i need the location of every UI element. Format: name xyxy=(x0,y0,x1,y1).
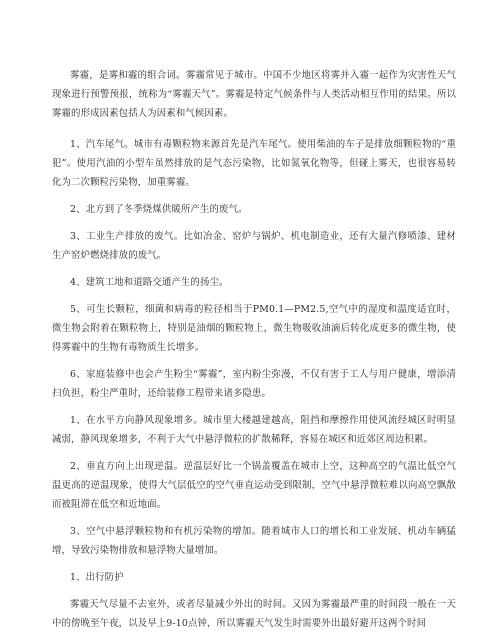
cause-paragraph-coal-heating: 2、北方到了冬季烧煤供暖所产生的废气。 xyxy=(70,204,248,215)
protection-paragraph-travel: 雾霾天气尽量不去室外，或者尽量减少外出的时间。又因为雾霾最严重的时间段一般在一天中的傍晚至午夜，以及早上9-10点钟，所以雾霾天气发生时需要外出最好避开这两个时间 xyxy=(52,599,456,629)
climate-paragraph-static-wind: 1、在水平方向静风现象增多。城市里大楼越建越高，阻挡和摩擦作用使风流经城区时明显减弱，静风现象增多，不利于大气中悬浮微粒的扩散稀释，容易在城区和近郊区周边积累。 xyxy=(52,415,456,445)
climate-paragraph-pollutants: 3、空气中悬浮颗粒物和有机污染物的增加。随着城市人口的增长和工业发展、机动车辆猛增，导致污染物排放和悬浮物大量增加。 xyxy=(52,526,456,556)
intro-paragraph: 雾霾，是雾和霾的组合词。雾霾常见于城市。中国不少地区将雾并入霾一起作为灾害性天气现象进行预警预报，统称为“雾霾天气”。雾霾是特定气候条件与人类活动相互作用的结果。所以雾霾的形成因素包括人为因素和气候因素。 xyxy=(52,70,456,119)
climate-paragraph-inversion: 2、垂直方向上出现逆温。逆温层好比一个锅盖覆盖在城市上空，这种高空的气温比低空气温更高的逆温现象，使得大气层低空的空气垂直运动受到限制，空气中悬浮微粒难以向高空飘散而被阻滞在低空和近地面。 xyxy=(52,461,456,510)
cause-paragraph-particles: 5、可生长颗粒，细菌和病毒的粒径相当于PM0.1—PM2.5,空气中的湿度和温度适宜时，微生物会附着在颗粒物上，特别是油烟的颗粒物上，微生物吸收油滴后转化成更多的微生物，使得雾霾中的生物有毒物质生长增多。 xyxy=(52,304,456,353)
protection-heading: 1、出行防护 xyxy=(70,572,124,583)
cause-paragraph-industry: 3、工业生产排放的废气。比如冶金、窑炉与锅炉、机电制造业，还有大量汽修喷漆、建材生产窑炉燃烧排放的废气。 xyxy=(52,231,456,261)
cause-paragraph-decoration: 6、家庭装修中也会产生粉尘“雾霾”，室内粉尘弥漫，不仅有害于工人与用户健康，增添清扫负担，粉尘严重时，还给装修工程带来诸多隐患。 xyxy=(52,369,456,399)
cause-paragraph-car-exhaust: 1、汽车尾气。城市有毒颗粒物来源首先是汽车尾气。使用柴油的车子是排放细颗粒物的“重犯”。使用汽油的小型车虽然排放的是气态污染物，比如氮氧化物等，但碰上雾天，也很容易转化为二次颗粒污染物，加重雾霾。 xyxy=(52,139,456,188)
cause-paragraph-dust: 4、建筑工地和道路交通产生的扬尘。 xyxy=(70,277,229,288)
